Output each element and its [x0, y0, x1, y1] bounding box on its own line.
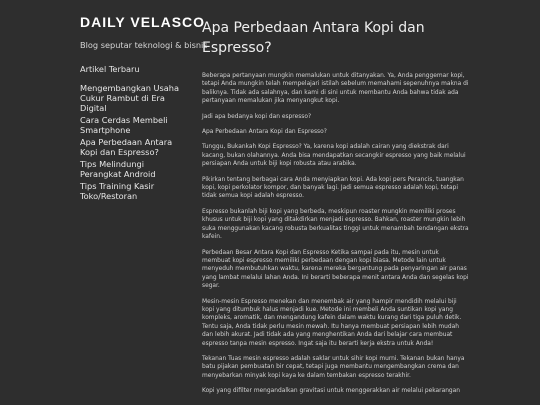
- recent-post-link[interactable]: Tips Training Kasir Toko/Restoran: [80, 181, 155, 201]
- post-paragraph: Beberapa pertanyaan mungkin memalukan untuk ditanyakan. Ya, Anda penggemar kopi, tetapi Anda mungkin telah mempelajari istilah sebelum memahami sepenuhnya makna di baliknya. Tidak ada salahnya, dan kami di sini untuk membantu Anda bahwa tidak ada pertanyaan memalukan jika menyangkut kopi.: [202, 73, 469, 105]
- recent-posts-list: [80, 83, 190, 201]
- post-body: [202, 72, 536, 396]
- list-item: [80, 137, 190, 157]
- sidebar: [80, 14, 208, 203]
- post-paragraph: Tekanan Tuas mesin espresso adalah saklar untuk sihir kopi murni. Tekanan bukan hanya batu pijakan pembuatan bir cepat, tetapi juga membantu mengembangkan crema dan menyebarkan minyak kopi kaya ke dalam tembakan espresso terakhir.: [202, 355, 465, 379]
- article: [202, 18, 536, 403]
- list-item: [80, 159, 190, 179]
- recent-post-link[interactable]: Tips Melindungi Perangkat Android: [80, 159, 156, 179]
- list-item: [80, 83, 190, 113]
- recent-post-link[interactable]: Apa Perbedaan Antara Kopi dan Espresso?: [80, 137, 173, 157]
- post-paragraph: Tunggu, Bukankah Kopi Espresso? Ya, karena kopi adalah cairan yang diekstrak dari kacang, bukan olahannya. Anda bisa mendapatkan secangkir espresso yang baik melalui persiapan Anda untuk biji kopi robusta atau arabika.: [202, 144, 466, 168]
- post-paragraph: Kopi yang difilter mengandalkan gravitasi untuk menggerakkan air melalui pekarangan: [202, 388, 461, 395]
- recent-post-link[interactable]: Mengembangkan Usaha Cukur Rambut di Era Digital: [80, 83, 179, 113]
- site-tagline: Blog seputar teknologi & bisnis: [80, 40, 208, 50]
- post-paragraph: Jadi apa bedanya kopi dan espresso?: [202, 113, 312, 120]
- post-title: Apa Perbedaan Antara Kopi dan Espresso?: [202, 20, 425, 56]
- recent-post-link[interactable]: Cara Cerdas Membeli Smartphone: [80, 115, 168, 135]
- list-item: [80, 115, 190, 135]
- post-paragraph: Perbedaan Besar Antara Kopi dan Espresso Ketika sampai pada itu, mesin untuk membuat kopi espresso memiliki perbedaan dengan kopi biasa. Metode lain untuk menyeduh membutuhkan waktu, karena mereka bergantung pada penyaringan air panas yang lambat melalui lahan Anda. Ini berarti beberapa menit antara Anda dan segelas kopi segar.: [202, 249, 469, 290]
- list-item: [80, 181, 190, 201]
- site-title[interactable]: DAILY VELASCO: [80, 14, 206, 30]
- post-paragraph: Mesin-mesin Espresso menekan dan menembak air yang hampir mendidih melalui biji kopi yang ditumbuk halus menjadi kue. Metode ini membeli Anda suntikan kopi yang kompleks, aromatik, dan mengandung kafein dalam waktu kurang dari tiga puluh detik. Tentu saja, Anda tidak perlu mesin mewah. Itu hanya membuat persiapan lebih mudah dan lebih akurat. Jadi tidak ada yang menghentikan Anda dari belajar cara membuat espresso tanpa mesin espresso. Ingat saja itu berarti kerja ekstra untuk Anda!: [202, 298, 462, 347]
- post-paragraph: Apa Perbedaan Antara Kopi dan Espresso?: [202, 129, 327, 136]
- recent-posts-heading: Artikel Terbaru: [80, 64, 140, 74]
- post-paragraph: Espresso bukanlah biji kopi yang berbeda, meskipun roaster mungkin memiliki proses khusus untuk biji kopi yang ditakdirkan menjadi espresso. Bahkan, roaster mungkin lebih suka menggunakan kacang robusta berkualitas tinggi untuk menambah tendangan ekstra kafein.: [202, 208, 469, 241]
- post-paragraph: Pikirkan tentang berbagai cara Anda menyiapkan kopi. Ada kopi pers Perancis, tuangkan kopi, kopi perkolator kompor, dan banyak lagi. Jadi semua espresso adalah kopi, tetapi tidak semua kopi adalah espresso.: [202, 176, 464, 200]
